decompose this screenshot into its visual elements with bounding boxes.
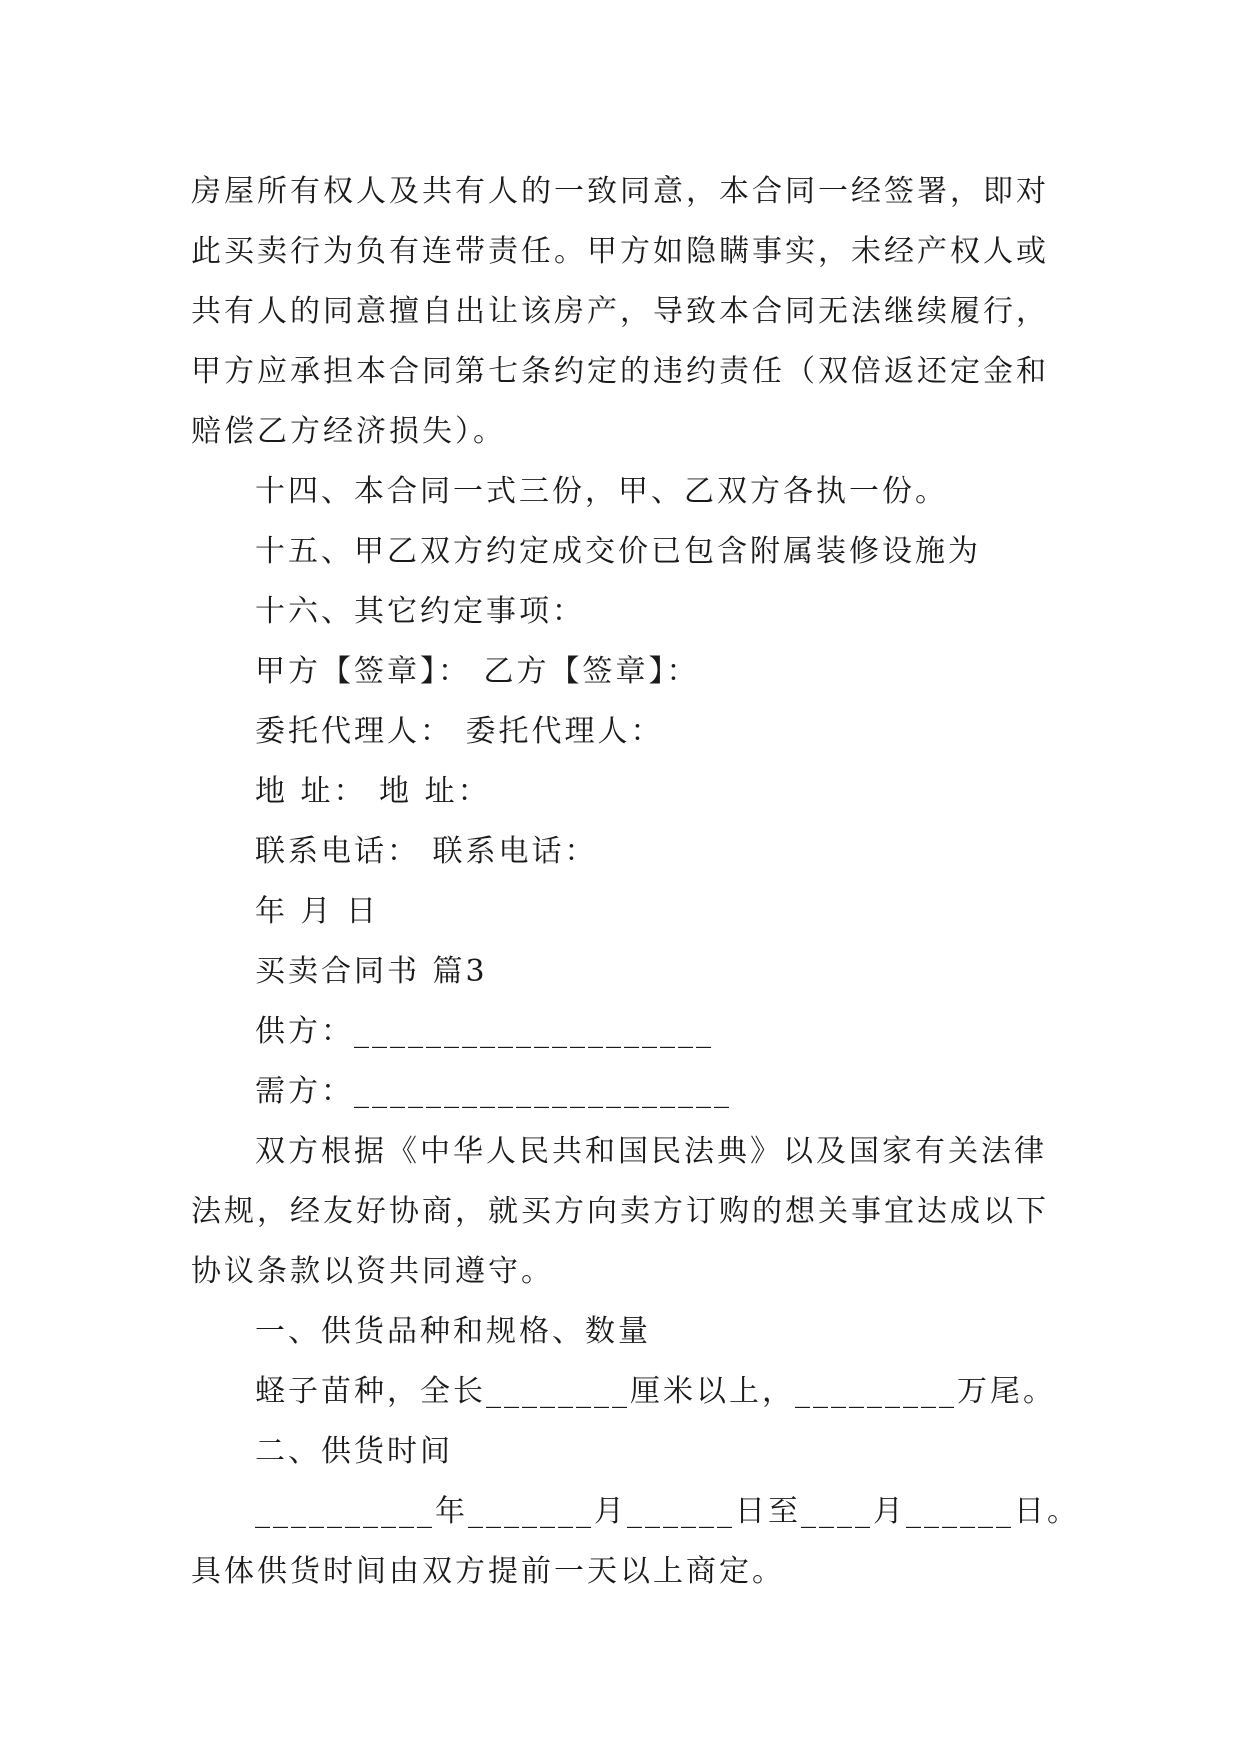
paragraph-line: 具体供货时间由双方提前一天以上商定。 bbox=[191, 1554, 785, 1589]
address-line: 地 址： 地 址： bbox=[255, 774, 491, 809]
paragraph-line: 协议条款以资共同遵守。 bbox=[191, 1254, 554, 1289]
paragraph-line: 共有人的同意擅自出让该房产，导致本合同无法继续履行， bbox=[191, 294, 1049, 329]
clause-2-heading: 二、供货时间 bbox=[255, 1434, 453, 1469]
paragraph-line: 双方根据《中华人民共和国民法典》以及国家有关法律 bbox=[255, 1134, 1047, 1169]
clause-1-heading: 一、供货品种和规格、数量 bbox=[255, 1314, 651, 1349]
buyer-line: 需方：_____________________ bbox=[255, 1074, 732, 1109]
clause-14: 十四、本合同一式三份，甲、乙双方各执一份。 bbox=[255, 474, 948, 509]
clause-2-body: __________年_______月______日至____月______日。 bbox=[255, 1494, 1080, 1529]
section-title: 买卖合同书 篇3 bbox=[255, 954, 488, 989]
clause-16: 十六、其它约定事项： bbox=[255, 594, 585, 629]
agent-line: 委托代理人： 委托代理人： bbox=[255, 714, 664, 749]
supplier-line: 供方：____________________ bbox=[255, 1014, 714, 1049]
clause-1-body: 蛏子苗种，全长________厘米以上，_________万尾。 bbox=[255, 1374, 1056, 1409]
phone-line: 联系电话： 联系电话： bbox=[255, 834, 598, 869]
date-line: 年 月 日 bbox=[255, 894, 380, 929]
paragraph-line: 法规，经友好协商，就买方向卖方订购的想关事宜达成以下 bbox=[191, 1194, 1049, 1229]
paragraph-line: 此买卖行为负有连带责任。甲方如隐瞒事实，未经产权人或 bbox=[191, 234, 1049, 269]
document-body bbox=[191, 162, 1080, 1602]
clause-15: 十五、甲乙双方约定成交价已包含附属装修设施为 bbox=[255, 534, 981, 569]
paragraph-line: 甲方应承担本合同第七条约定的违约责任（双倍返还定金和 bbox=[191, 354, 1049, 389]
signature-line: 甲方【签章】： 乙方【签章】： bbox=[255, 654, 700, 689]
paragraph-line: 赔偿乙方经济损失）。 bbox=[191, 414, 506, 449]
paragraph-line: 房屋所有权人及共有人的一致同意，本合同一经签署，即对 bbox=[191, 174, 1049, 209]
